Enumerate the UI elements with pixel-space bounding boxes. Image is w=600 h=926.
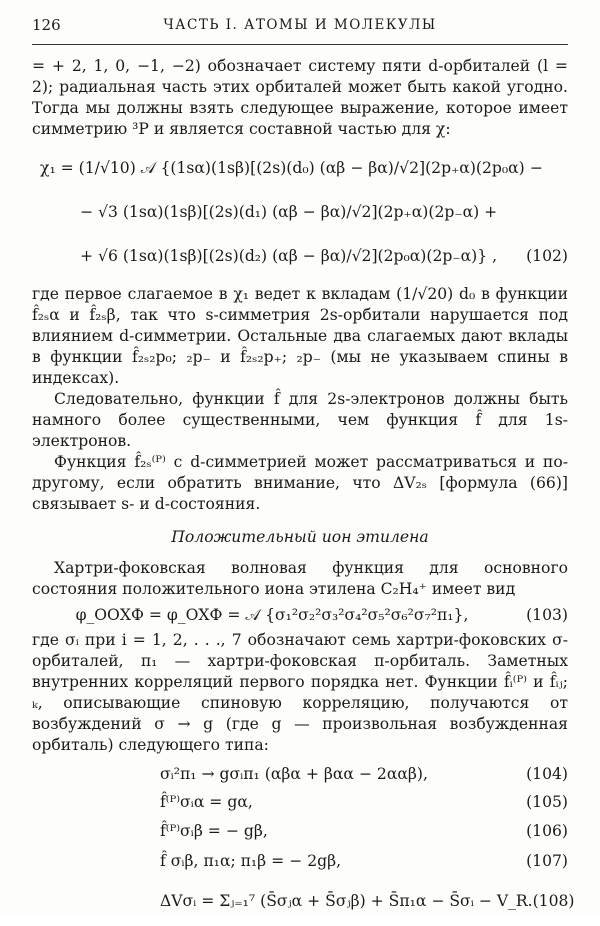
paragraph-1: = + 2, 1, 0, −1, −2) обозначает систему пяти d-орбиталей (l = 2); радиальная часть этих орбиталей может быть какой угодно. Тогда мы должны взять следующее выражение, которое имеет симметрию ³P и является составной частью для χ:: [32, 57, 568, 138]
equation-103: φ_ООХФ = φ_ОХФ = 𝒜 {σ₁²σ₂²σ₃²σ₄²σ₅²σ₆²σ₇²π₁}, (103): [75, 605, 568, 624]
paragraph-5: Хартри-фоковская волновая функция для основного состояния положительного иона этилена C₂H₄⁺ имеет вид: [32, 559, 568, 598]
equation-102-line-2: − √3 (1sα)(1sβ)[(2s)(d₁) (αβ − βα)/√2](2p₊α)(2p₋α) +: [80, 202, 498, 221]
equation-row: [32, 876, 575, 926]
equation-row: [32, 846, 568, 876]
equation-row: [32, 788, 568, 816]
paragraph-4: Функция f̂₂ₛ⁽ᴾ⁾ с d-симметрией может рассматриваться и по-другому, если обратить внимание, что ΔV₂ₛ [формула (66)] связывает s- и d-состояния.: [32, 453, 568, 513]
equation-number: (108): [532, 891, 575, 910]
equation-102-line-1: χ₁ = (1/√10) 𝒜 {(1sα)(1sβ)[(2s)(d₀) (αβ − βα)/√2](2p₊α)(2p₀α) −: [40, 158, 543, 177]
equation-number: (107): [526, 851, 568, 870]
equation-list: [32, 760, 575, 926]
running-title: ЧАСТЬ I. АТОМЫ И МОЛЕКУЛЫ: [163, 17, 437, 33]
equation-row: [32, 760, 568, 788]
equation-body: f̂ σᵢβ, π₁α; π₁β = − 2gβ,: [160, 851, 342, 870]
equation-body: ΔVσᵢ = Σⱼ₌₁⁷ (S̄σⱼα + S̄σⱼβ) + S̄π₁α − S̄σᵢ − V_R.: [160, 891, 533, 910]
section-heading: Положительный ион этилена: [171, 528, 429, 546]
equation-number-103: (103): [526, 605, 568, 624]
equation-number-102: (102): [526, 246, 568, 265]
equation-body: f̂⁽ᴾ⁾σᵢβ = − gβ,: [160, 821, 268, 840]
paragraph-6: где σᵢ при i = 1, 2, . . ., 7 обозначают семь хартри-фоковских σ-орбиталей, π₁ — хартри-фоковская π-орбиталь. Заметных внутренних корреляций первого порядка нет. Функции f̂ᵢ⁽ᴾ⁾ и f̂ᵢⱼ; ₖ, описывающие спиновую корреляцию, получаются от возбуждений σ → g (где g — произвольная возбужденная орбиталь) следующего типа:: [32, 631, 568, 754]
header-rule: [32, 44, 568, 45]
equation-body: σᵢ²π₁ → gσᵢπ₁ (αβα + βαα − 2ααβ),: [160, 764, 428, 783]
paragraph-2: где первое слагаемое в χ₁ ведет к вкладам (1/√20) d₀ в функции f̂₂ₛα и f̂₂ₛβ, так что s-симметрия 2s-орбитали нарушается под влиянием d-симметрии. Остальные два слагаемых дают вклады в функции f̂₂ₛ₂p₀; ₂p₋ и f̂₂ₛ₂p₊; ₂p₋ (мы не указываем спины в индексах).: [32, 285, 568, 387]
equation-number: (104): [526, 764, 568, 783]
page-body: [32, 56, 575, 926]
equation-number: (106): [526, 821, 568, 840]
paragraph-3: Следовательно, функции f̂ для 2s-электронов должны быть намного более существенными, чем функция f̂ для 1s-электронов.: [32, 390, 568, 450]
page-number: 126: [32, 16, 61, 34]
page-header: [32, 16, 568, 40]
equation-row: [32, 816, 568, 846]
equation-102-line-3: + √6 (1sα)(1sβ)[(2s)(d₂) (αβ − βα)/√2](2p₀α)(2p₋α)} , (102): [80, 246, 568, 265]
equation-body: f̂⁽ᴾ⁾σᵢα = gα,: [160, 792, 253, 811]
equation-number: (105): [526, 792, 568, 811]
